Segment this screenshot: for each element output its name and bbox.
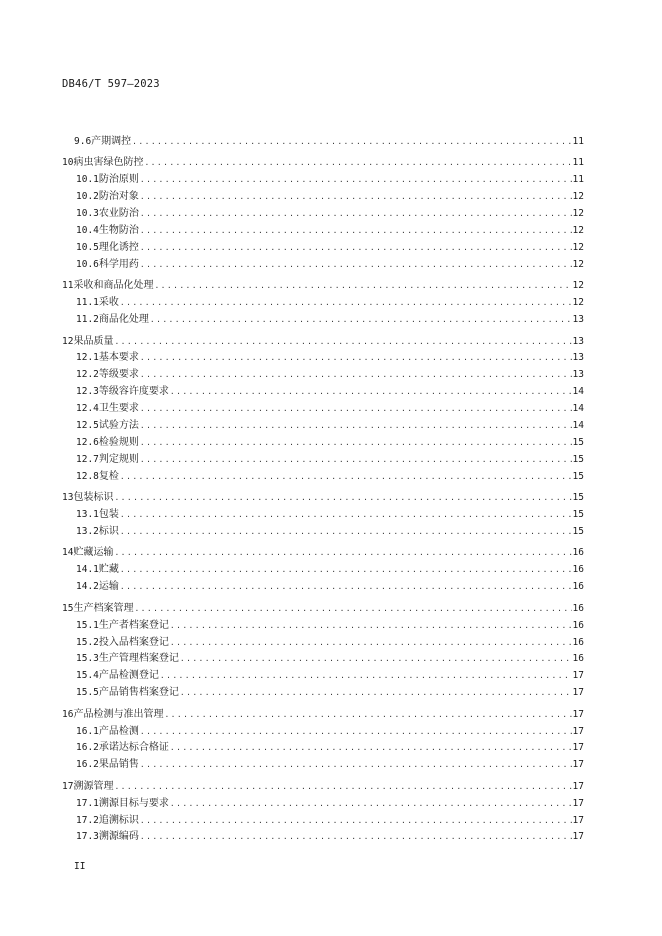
toc-dot-leader [180, 651, 572, 668]
toc-entry-page: 15 [572, 470, 584, 482]
toc-entry-number: 17 [62, 780, 74, 792]
toc-entry-title: 溯源管理 [73, 780, 114, 792]
toc-entry[interactable] [62, 740, 584, 757]
toc-entry-page: 16 [572, 636, 584, 648]
toc-entry-number: 15.1 [76, 619, 99, 631]
toc-entry-number: 15.4 [76, 670, 99, 682]
toc-entry-number: 10.4 [76, 225, 99, 237]
toc-entry[interactable] [62, 635, 584, 652]
toc-entry-number: 10.1 [76, 174, 99, 186]
toc-entry-title: 包装标识 [73, 492, 114, 504]
toc-dot-leader [140, 829, 572, 846]
toc-dot-leader [140, 757, 572, 774]
toc-entry-page: 17 [572, 780, 584, 792]
toc-dot-leader [140, 189, 572, 206]
toc-entry-page: 16 [572, 564, 584, 576]
toc-entry[interactable] [62, 724, 584, 741]
toc-entry-page: 15 [572, 453, 584, 465]
toc-entry-page: 11 [572, 174, 584, 186]
toc-dot-leader [140, 240, 572, 257]
toc-entry-number: 12.4 [76, 403, 99, 415]
toc-entry-number: 10.6 [76, 258, 99, 270]
toc-dot-leader [140, 206, 572, 223]
toc-entry-title: 包装 [98, 509, 119, 521]
toc-entry-number: 14.1 [76, 564, 99, 576]
document-header-code: DB46/T 597—2023 [62, 78, 160, 90]
toc-entry-title: 科学用药 [98, 258, 139, 270]
toc-dot-leader [140, 223, 572, 240]
toc-entry[interactable] [62, 651, 584, 668]
toc-entry[interactable] [62, 435, 584, 452]
toc-dot-leader [140, 724, 572, 741]
toc-entry[interactable] [62, 334, 584, 351]
toc-entry-title: 产期调控 [91, 136, 132, 147]
toc-dot-leader [120, 562, 572, 579]
toc-entry-title: 果品销售 [98, 759, 139, 771]
toc-entry-title: 生产管理档案登记 [98, 653, 179, 665]
toc-entry[interactable] [62, 401, 584, 418]
toc-entry-title: 投入品档案登记 [98, 636, 169, 648]
toc-entry[interactable] [62, 240, 584, 257]
toc-entry-page: 17 [572, 687, 584, 699]
toc-entry-page: 11 [572, 157, 584, 169]
toc-entry[interactable] [62, 685, 584, 702]
toc-entry-title: 产品检测登记 [98, 670, 159, 682]
toc-entry-number: 16 [62, 708, 74, 720]
toc-entry-title: 贮藏运输 [73, 547, 114, 559]
toc-dot-leader [120, 295, 572, 312]
toc-dot-leader [140, 401, 572, 418]
toc-entry[interactable] [62, 350, 584, 367]
toc-entry-number: 17.1 [76, 797, 99, 809]
toc-entry-page: 14 [572, 386, 584, 398]
toc-entry-number: 14.2 [76, 581, 99, 593]
toc-entry-page: 12 [572, 280, 584, 292]
toc-entry-page: 12 [572, 241, 584, 253]
toc-entry-number: 16.1 [76, 725, 99, 737]
toc-entry-title: 防治原则 [98, 174, 139, 186]
toc-entry-page: 17 [572, 725, 584, 737]
toc-entry[interactable] [62, 384, 584, 401]
toc-entry-page: 17 [572, 708, 584, 720]
toc-entry-title: 复检 [98, 470, 119, 482]
toc-dot-leader [180, 685, 572, 702]
toc-entry-title: 采收和商品化处理 [73, 280, 154, 292]
toc-entry-number: 15.3 [76, 653, 99, 665]
toc-entry-page: 17 [572, 831, 584, 843]
toc-entry-title: 商品化处理 [98, 314, 149, 326]
toc-entry-title: 检验规则 [98, 436, 139, 448]
toc-entry[interactable] [62, 206, 584, 223]
toc-entry-title: 追溯标识 [98, 814, 139, 826]
toc-entry[interactable] [62, 367, 584, 384]
toc-dot-leader [120, 507, 572, 524]
toc-entry-title: 溯源编码 [98, 831, 139, 843]
toc-entry-page: 16 [572, 581, 584, 593]
toc-entry-page: 16 [572, 653, 584, 665]
toc-entry-title: 溯源目标与要求 [98, 797, 169, 809]
toc-entry-page: 13 [572, 352, 584, 364]
toc-entry[interactable] [62, 490, 584, 507]
toc-entry-page: 13 [572, 369, 584, 381]
toc-entry-page: 17 [572, 742, 584, 754]
toc-entry[interactable] [62, 668, 584, 685]
toc-entry-title: 运输 [98, 581, 119, 593]
toc-entry-page: 14 [572, 403, 584, 415]
toc-entry-number: 11 [62, 280, 74, 292]
toc-dot-leader [140, 257, 572, 274]
toc-entry-title: 标识 [98, 525, 119, 537]
toc-entry[interactable] [62, 618, 584, 635]
toc-entry-title: 采收 [98, 297, 119, 309]
toc-entry-number: 11.1 [76, 297, 99, 309]
toc-dot-leader [134, 601, 571, 618]
toc-entry-title: 判定规则 [98, 453, 139, 465]
toc-entry-title: 卫生要求 [98, 403, 139, 415]
toc-entry[interactable] [62, 312, 584, 329]
toc-dot-leader [170, 796, 572, 813]
toc-entry-page: 15 [572, 436, 584, 448]
toc-entry-number: 12.7 [76, 453, 99, 465]
toc-dot-leader [114, 545, 571, 562]
toc-entry-page: 14 [572, 420, 584, 432]
toc-entry[interactable] [62, 601, 584, 618]
toc-dot-leader [140, 813, 572, 830]
toc-entry[interactable] [62, 278, 584, 295]
toc-entry-title: 等级要求 [98, 369, 139, 381]
toc-dot-leader [114, 490, 571, 507]
toc-entry-page: 17 [572, 797, 584, 809]
toc-entry-title: 生产者档案登记 [98, 619, 169, 631]
toc-entry-title: 生物防治 [98, 225, 139, 237]
toc-dot-leader [140, 452, 572, 469]
toc-entry[interactable] [62, 562, 584, 579]
toc-entry-number: 17.3 [76, 831, 99, 843]
toc-entry[interactable] [62, 579, 584, 596]
toc-entry-title: 产品销售档案登记 [98, 687, 179, 699]
toc-dot-leader [150, 312, 572, 329]
toc-dot-leader [154, 278, 571, 295]
toc-entry-number: 13 [62, 492, 74, 504]
toc-entry-number: 16.2 [76, 759, 99, 771]
toc-entry-title: 试验方法 [98, 420, 139, 432]
toc-dot-leader [120, 524, 572, 541]
toc-entry-number: 12.3 [76, 386, 99, 398]
toc-dot-leader [170, 635, 572, 652]
toc-dot-leader [160, 668, 572, 685]
toc-entry-number: 9.6 [74, 136, 92, 147]
toc-dot-leader [140, 367, 572, 384]
page-number: II [74, 861, 86, 872]
toc-entry-page: 17 [572, 814, 584, 826]
toc-entry[interactable] [62, 134, 584, 151]
toc-entry[interactable] [62, 469, 584, 486]
toc-entry[interactable] [62, 257, 584, 274]
toc-entry-number: 12.1 [76, 352, 99, 364]
toc-entry-page: 15 [572, 525, 584, 537]
toc-entry-page: 12 [572, 297, 584, 309]
toc-entry-number: 10.3 [76, 208, 99, 220]
toc-entry-title: 产品检测与准出管理 [73, 708, 164, 720]
toc-entry[interactable] [62, 155, 584, 172]
toc-entry-number: 10.2 [76, 191, 99, 203]
table-of-contents [62, 134, 584, 846]
toc-entry[interactable] [62, 757, 584, 774]
toc-entry-number: 12 [62, 335, 74, 347]
toc-entry-number: 12.8 [76, 470, 99, 482]
toc-dot-leader [114, 779, 571, 796]
toc-dot-leader [120, 579, 572, 596]
toc-dot-leader [170, 384, 572, 401]
toc-entry-number: 14 [62, 547, 74, 559]
toc-dot-leader [164, 707, 571, 724]
toc-entry-page: 17 [572, 759, 584, 771]
toc-dot-leader [140, 418, 572, 435]
toc-entry[interactable] [62, 524, 584, 541]
toc-entry[interactable] [62, 829, 584, 846]
toc-entry-number: 16.2 [76, 742, 99, 754]
toc-entry-title: 贮藏 [98, 564, 119, 576]
toc-entry[interactable] [62, 295, 584, 312]
toc-dot-leader [120, 469, 572, 486]
toc-entry[interactable] [62, 189, 584, 206]
toc-entry[interactable] [62, 545, 584, 562]
toc-entry-title: 基本要求 [98, 352, 139, 364]
toc-entry-title: 防治对象 [98, 191, 139, 203]
toc-dot-leader [170, 740, 572, 757]
toc-entry[interactable] [62, 707, 584, 724]
toc-entry[interactable] [62, 223, 584, 240]
toc-entry-title: 农业防治 [98, 208, 139, 220]
toc-entry-number: 15.5 [76, 687, 99, 699]
toc-entry-title: 承诺达标合格证 [98, 742, 169, 754]
toc-entry[interactable] [62, 172, 584, 189]
toc-entry[interactable] [62, 796, 584, 813]
toc-entry-number: 10 [62, 157, 74, 169]
toc-entry-number: 17.2 [76, 814, 99, 826]
toc-entry[interactable] [62, 418, 584, 435]
toc-entry-page: 13 [572, 335, 584, 347]
toc-entry[interactable] [62, 779, 584, 796]
toc-entry-title: 等级容许度要求 [98, 386, 169, 398]
toc-dot-leader [140, 350, 572, 367]
toc-entry-page: 15 [572, 492, 584, 504]
toc-entry-title: 理化诱控 [98, 241, 139, 253]
toc-entry-page: 15 [572, 509, 584, 521]
toc-entry[interactable] [62, 452, 584, 469]
toc-entry-page: 16 [572, 547, 584, 559]
toc-entry-title: 果品质量 [73, 335, 114, 347]
toc-entry-page: 16 [572, 602, 584, 614]
toc-dot-leader [140, 172, 572, 189]
toc-entry-title: 病虫害绿色防控 [73, 157, 144, 169]
toc-entry-number: 10.5 [76, 241, 99, 253]
toc-dot-leader [132, 134, 571, 151]
toc-entry-number: 13.2 [76, 525, 99, 537]
toc-entry-page: 16 [572, 619, 584, 631]
toc-entry-number: 12.2 [76, 369, 99, 381]
toc-entry-number: 15.2 [76, 636, 99, 648]
toc-dot-leader [144, 155, 571, 172]
toc-entry-page: 11 [572, 136, 584, 147]
toc-entry-page: 12 [572, 258, 584, 270]
toc-entry-page: 12 [572, 225, 584, 237]
toc-entry-page: 13 [572, 314, 584, 326]
toc-entry-page: 12 [572, 191, 584, 203]
toc-entry-number: 11.2 [76, 314, 99, 326]
toc-entry[interactable] [62, 507, 584, 524]
toc-dot-leader [114, 334, 571, 351]
toc-entry[interactable] [62, 813, 584, 830]
toc-entry-page: 12 [572, 208, 584, 220]
toc-entry-number: 12.5 [76, 420, 99, 432]
toc-dot-leader [170, 618, 572, 635]
toc-dot-leader [140, 435, 572, 452]
toc-entry-page: 17 [572, 670, 584, 682]
toc-entry-title: 产品检测 [98, 725, 139, 737]
toc-entry-number: 13.1 [76, 509, 99, 521]
toc-entry-title: 生产档案管理 [73, 602, 134, 614]
toc-entry-number: 12.6 [76, 436, 99, 448]
toc-entry-number: 15 [62, 602, 74, 614]
